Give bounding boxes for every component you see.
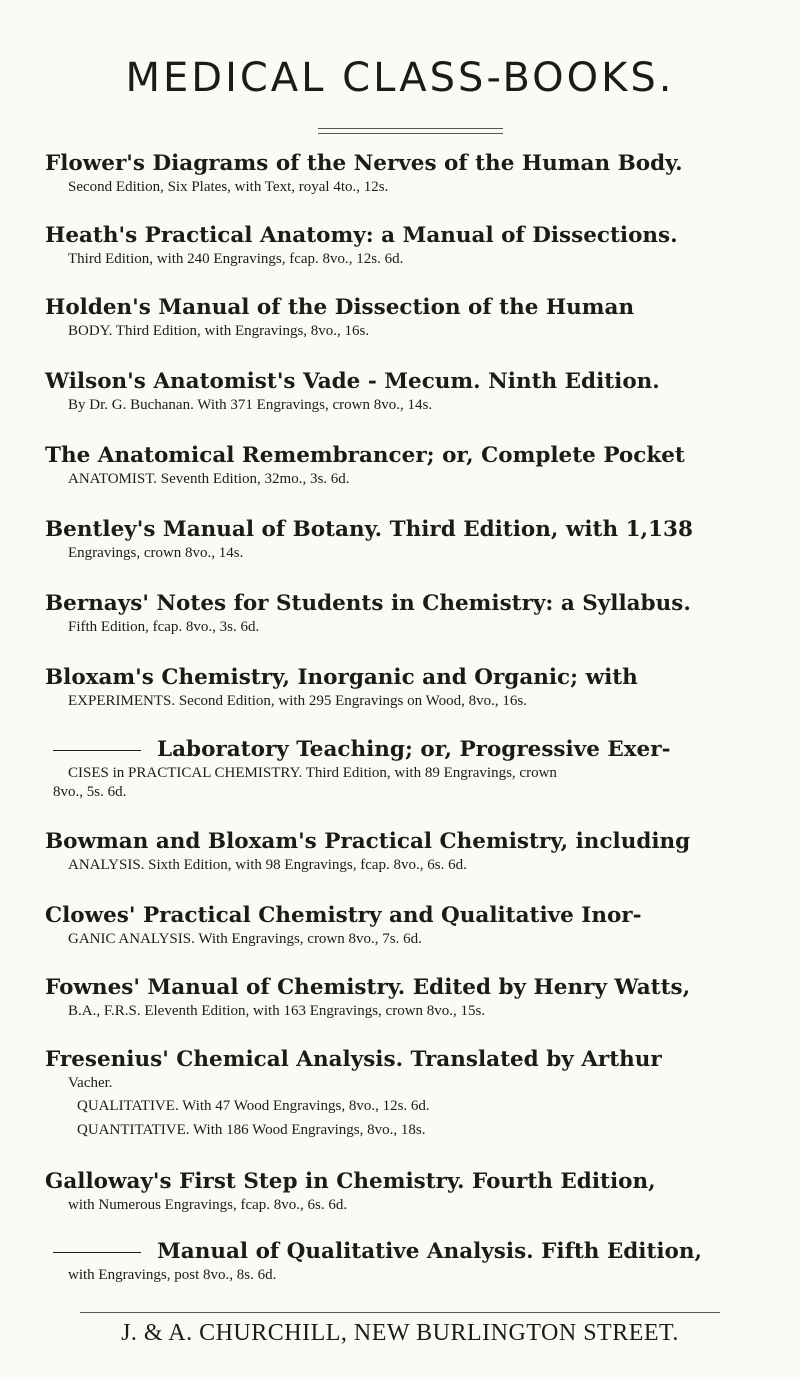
book-entry — [45, 294, 765, 341]
book-entry — [45, 590, 765, 637]
book-title: Manual of Qualitative Analysis. Fifth Edition, — [157, 1239, 703, 1264]
book-title: Bowman and Bloxam's Practical Chemistry, including — [45, 829, 691, 854]
book-details: Third Edition, with 240 Engravings, fcap. 8vo., 12s. 6d. — [68, 251, 404, 267]
book-details: with Numerous Engravings, fcap. 8vo., 6s. 6d. — [68, 1197, 348, 1213]
book-details: ANATOMIST. Seventh Edition, 32mo., 3s. 6d. — [68, 471, 350, 487]
ditto-dash — [53, 750, 141, 751]
book-title: Fresenius' Chemical Analysis. Translated by Arthur — [45, 1047, 662, 1072]
page-title: MEDICAL CLASS-BOOKS. — [125, 55, 675, 101]
book-title: Flower's Diagrams of the Nerves of the Human Body. — [45, 151, 683, 176]
book-details-continued: 8vo., 5s. 6d. — [53, 784, 127, 800]
book-title: Bloxam's Chemistry, Inorganic and Organic; with — [45, 665, 638, 690]
book-title: Holden's Manual of the Dissection of the Human — [45, 295, 635, 320]
book-title-continued — [45, 1238, 765, 1266]
book-entry — [45, 902, 765, 949]
book-entry — [45, 368, 765, 415]
book-details: Second Edition, Six Plates, with Text, royal 4to., 12s. — [68, 179, 389, 195]
book-details: BODY. Third Edition, with Engravings, 8vo., 16s. — [68, 323, 370, 339]
book-entry — [45, 1168, 765, 1215]
book-entry — [45, 1046, 765, 1143]
book-entry — [45, 150, 765, 197]
book-entry — [45, 1238, 765, 1285]
book-title: The Anatomical Remembrancer; or, Complete Pocket — [45, 443, 685, 468]
book-title: Fownes' Manual of Chemistry. Edited by Henry Watts, — [45, 975, 691, 1000]
book-entry — [45, 442, 765, 489]
book-entry — [45, 828, 765, 875]
book-details: Engravings, crown 8vo., 14s. — [68, 545, 244, 561]
book-details: Vacher. — [68, 1075, 113, 1091]
book-details: Fifth Edition, fcap. 8vo., 3s. 6d. — [68, 619, 260, 635]
book-details: B.A., F.R.S. Eleventh Edition, with 163 Engravings, crown 8vo., 15s. — [68, 1003, 486, 1019]
book-details: ANALYSIS. Sixth Edition, with 98 Engravings, fcap. 8vo., 6s. 6d. — [68, 857, 467, 873]
book-volume: QUANTITATIVE. With 186 Wood Engravings, 8vo., 18s. — [77, 1122, 426, 1138]
book-entry — [45, 664, 765, 711]
book-title: Heath's Practical Anatomy: a Manual of Dissections. — [45, 223, 678, 248]
book-title: Galloway's First Step in Chemistry. Fourth Edition, — [45, 1169, 656, 1194]
book-details: By Dr. G. Buchanan. With 371 Engravings, crown 8vo., 14s. — [68, 397, 433, 413]
book-details: EXPERIMENTS. Second Edition, with 295 Engravings on Wood, 8vo., 16s. — [68, 693, 527, 709]
book-entry — [45, 736, 765, 802]
book-entry — [45, 222, 765, 269]
book-title: Wilson's Anatomist's Vade - Mecum. Ninth Edition. — [45, 369, 660, 394]
title-rule — [318, 128, 503, 129]
book-details: GANIC ANALYSIS. With Engravings, crown 8vo., 7s. 6d. — [68, 931, 422, 947]
book-title: Bentley's Manual of Botany. Third Edition, with 1,138 — [45, 517, 693, 542]
book-title: Clowes' Practical Chemistry and Qualitative Inor- — [45, 903, 642, 928]
book-title-continued — [45, 736, 765, 764]
book-details: CISES in PRACTICAL CHEMISTRY. Third Edition, with 89 Engravings, crown — [68, 765, 557, 781]
publisher-footer: J. & A. CHURCHILL, NEW BURLINGTON STREET. — [121, 1320, 679, 1346]
footer-rule — [80, 1312, 720, 1313]
book-details: with Engravings, post 8vo., 8s. 6d. — [68, 1267, 277, 1283]
book-title: Bernays' Notes for Students in Chemistry: a Syllabus. — [45, 591, 691, 616]
book-volume: QUALITATIVE. With 47 Wood Engravings, 8vo., 12s. 6d. — [77, 1098, 430, 1114]
ditto-dash — [53, 1252, 141, 1253]
book-entry — [45, 516, 765, 563]
title-rule-double — [318, 133, 503, 134]
book-title: Laboratory Teaching; or, Progressive Exer- — [157, 737, 671, 762]
book-entry — [45, 974, 765, 1021]
